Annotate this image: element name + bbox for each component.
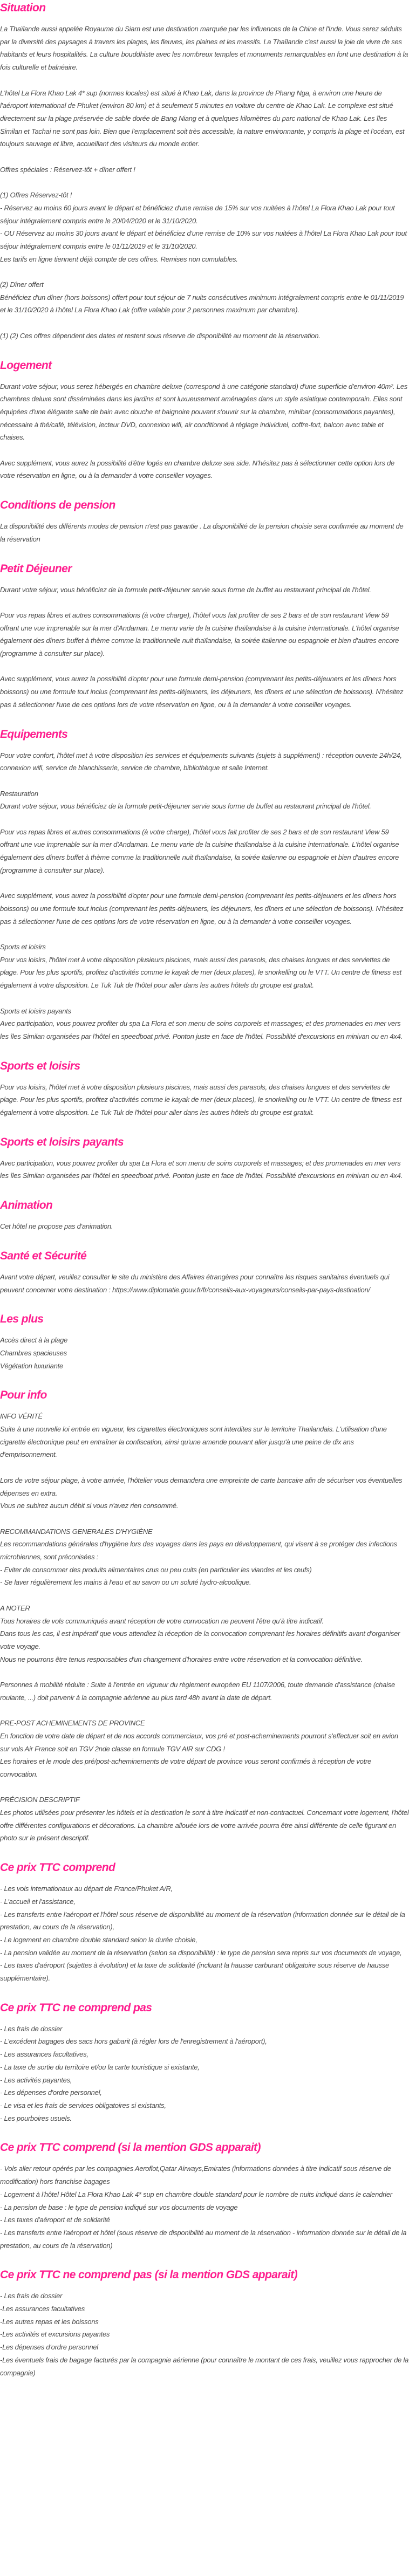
- section-conditions-de-pension: [0, 498, 409, 545]
- text-line: La disponibilité des différents modes de pension n'est pas garantie . La disponibilité de la pension choisie sera confirmée au moment de la réservation: [0, 522, 404, 543]
- text-line: Cet hôtel ne propose pas d'animation.: [0, 1222, 113, 1231]
- text-line: Suite à une nouvelle loi entrée en vigueur, les cigarettes électroniques sont interdites sur le territoire Thaïlandais. L'utilisation d'une cigarette électronique peut en entraîner la confiscation, ainsi qu'une amende pouvant aller jusqu'à une peine de dix ans d'emprisonnement.: [0, 1425, 387, 1459]
- section-heading: Ce prix TTC ne comprend pas (si la mention GDS apparait): [0, 2269, 298, 2282]
- section-heading: Conditions de pension: [0, 499, 115, 512]
- text-line: Avant votre départ, veuillez consulter le site du ministère des Affaires étrangères pour connaître les risques sanitaires éventuels qui peuvent concerner votre destination : https://www.diplomatie.gouv.fr/fr/conseils-aux-voyageurs/conseils-par-pays-destination/: [0, 1272, 390, 1294]
- text-line: -Les éventuels frais de bagage facturés par la compagnie aérienne (pour connaître le montant de ces frais, veuillez vous rapprocher de la compagnie): [0, 2355, 409, 2377]
- text-line: - Les frais de dossier: [0, 2292, 63, 2300]
- text-line: (1) Offres Réservez-tôt !: [0, 191, 72, 200]
- section-les-plus: [0, 1312, 409, 1372]
- paragraph: [0, 584, 409, 597]
- text-line: - Les taxes d'aéroport (sujettes à évolution) et la taxe de solidarité (incluant la hausse carburant obligatoire sous réserve de hausse supplémentaire).: [0, 1961, 389, 1983]
- text-line: Pour votre confort, l'hôtel met à votre disposition les services et équipements suivants (sujets à supplément) : réception ouverte 24h/24, connexion wifi, service de blanchisserie, service de chambre, bibliothèque et salle Internet.: [0, 751, 402, 772]
- section-heading: Situation: [0, 2, 46, 14]
- section-sante-et-securite: [0, 1249, 409, 1296]
- text-line: Bénéficiez d'un dîner (hors boissons) offert pour tout séjour de 7 nuits consécutives minimum intégralement compris entre le 01/11/2019 et le 31/10/2020 à l'hôtel La Flora Khao Lak (offre valable pour 2 personnes maximum par chambre).: [0, 293, 404, 314]
- text-line: Accès direct à la plage: [0, 1336, 68, 1345]
- text-line: Dans tous les cas, il est impératif que vous attendiez la réception de la convocation comprenant les horaires définitifs avant d'organiser votre voyage.: [0, 1629, 400, 1650]
- text-line: Pour vos repas libres et autres consommations (à votre charge), l'hôtel vous fait profiter de ses 2 bars et de son restaurant View 59 offrant une vue imprenable sur la mer d'Andaman. Le menu varie de la cuisine thaïlandaise à la cuisine internationale. L'hôtel organise également des dîners buffet à thème comme la traditionnelle nuit thaïlandaise, la soirée italienne ou espagnole et bien d'autres encore (programme à consulter sur place).: [0, 611, 399, 658]
- section-ce-prix-ttc-comprend-si-la-mention-gds-apparait: [0, 2141, 409, 2252]
- text-line: - Logement à l'hôtel Hôtel La Flora Khao Lak 4* sup en chambre double standard pour le nombre de nuits indiqué dans le calendrier: [0, 2190, 392, 2198]
- text-line: - Les pourboires usuels.: [0, 2114, 72, 2122]
- text-line: Sports et loisirs: [0, 943, 46, 951]
- paragraph: [0, 749, 409, 775]
- text-line: Durant votre séjour, vous serez hébergés en chambre deluxe (correspond à une catégorie standard) d'une superficie d'environ 40m². Les chambres deluxe sont disséminées dans les jardins et sont luxueusement aménagées dans un style asiatique contemporain. Elles sont équipées d'une élégante salle de bain avec douche et baignoire pouvant s'ouvrir sur la chambre, minibar (consommations payantes), nécessaire à thé/café, télévision, lecteur DVD, connexion wifi, air conditionné à réglage individuel, coffre-fort, balcon avec table et chaises.: [0, 382, 408, 442]
- paragraph: [0, 380, 409, 444]
- section-heading: Logement: [0, 359, 52, 372]
- paragraph: [0, 23, 409, 74]
- text-line: - Les frais de dossier: [0, 2024, 63, 2033]
- text-line: (2) Dîner offert: [0, 280, 44, 289]
- paragraph: [0, 889, 409, 928]
- paragraph: [0, 1602, 409, 1666]
- paragraph: [0, 1271, 409, 1296]
- paragraph: [0, 1220, 409, 1233]
- paragraph: [0, 1005, 409, 1043]
- paragraph: [0, 1525, 409, 1590]
- text-line: - OU Réservez au moins 30 jours avant le départ et bénéficiez d'une remise de 10% sur vos nuitées à l'hôtel La Flora Khao Lak pour tout séjour intégralement compris entre le 01/11/2019 et le 31/10/2020.: [0, 229, 407, 250]
- text-line: - Le logement en chambre double standard selon la durée choisie,: [0, 1935, 197, 1944]
- paragraph: [0, 163, 409, 176]
- section-ce-prix-ttc-ne-comprend-pas-si-la-mention-gds-apparait: [0, 2268, 409, 2379]
- section-situation: [0, 1, 409, 342]
- text-line: - Eviter de consommer des produits alimentaires crus ou peu cuits (en particulier les viandes et les œufs): [0, 1565, 312, 1574]
- text-line: - Les taxes d'aéroport et de solidarité: [0, 2216, 110, 2224]
- text-line: Sports et loisirs payants: [0, 1006, 71, 1015]
- paragraph: [0, 1157, 409, 1182]
- text-line: Restauration: [0, 789, 38, 798]
- text-line: Avec supplément, vous aurez la possibilité d'opter pour une formule demi-pension (comprenant les petits-déjeuners et les dîners hors boissons) ou une formule tout inclus (comprenant les petits-déjeuners, les déjeuners, les dîners et une sélection de boissons). N'hésitez pas à sélectionner l'une de ces options lors de votre réservation en ligne, ou à la demander à votre conseiller voyages.: [0, 892, 404, 926]
- section-ce-prix-ttc-comprend: [0, 1861, 409, 1985]
- section-sports-et-loisirs-payants: [0, 1135, 409, 1182]
- text-line: Végétation luxuriante: [0, 1361, 63, 1370]
- text-line: Les horaires et le mode des pré/post-acheminements de votre départ de province vous seront confirmés à réception de votre convocation.: [0, 1757, 372, 1778]
- text-line: - La taxe de sortie du territoire et/ou la carte touristique si existante,: [0, 2063, 200, 2071]
- section-logement: [0, 359, 409, 483]
- text-line: (1) (2) Ces offres dépendent des dates et restent sous réserve de disponibilité au moment de la réservation.: [0, 331, 321, 340]
- section-heading: Petit Déjeuner: [0, 562, 72, 575]
- text-line: A NOTER: [0, 1604, 30, 1612]
- paragraph: [0, 520, 409, 545]
- paragraph: [0, 609, 409, 660]
- section-heading: Equipements: [0, 728, 68, 741]
- text-line: - L'accueil et l'assistance,: [0, 1897, 76, 1906]
- paragraph: [0, 826, 409, 877]
- text-line: - La pension de base : le type de pension indiqué sur vos documents de voyage: [0, 2203, 238, 2211]
- text-line: Avec participation, vous pourrez profiter du spa La Flora et son menu de soins corporels et massages; et des promenades en mer vers les îles Similan organisées par l'hôtel en speedboat privé. Ponton juste en face de l'hôtel. Possibilité d'excursions en minivan ou en 4x4.: [0, 1019, 403, 1040]
- text-line: - Les vols internationaux au départ de France/Phuket A/R,: [0, 1885, 173, 1893]
- paragraph: [0, 1410, 409, 1461]
- text-line: En fonction de votre date de départ et de nos accords commerciaux, vos pré et post-acheminements pourront s'effectuer soit en avion sur vols Air France soit en TGV 2nde classe en formule TGV AIR sur CDG !: [0, 1731, 398, 1753]
- text-line: RECOMMANDATIONS GENERALES D'HYGIÈNE: [0, 1527, 153, 1536]
- text-line: - Les dépenses d'ordre personnel,: [0, 2088, 102, 2097]
- text-line: Lors de votre séjour plage, à votre arrivée, l'hôtelier vous demandera une empreinte de carte bancaire afin de sécuriser vos éventuelles dépenses en extra.: [0, 1476, 403, 1497]
- text-line: Durant votre séjour, vous bénéficiez de la formule petit-déjeuner servie sous forme de buffet au restaurant principal de l'hôtel.: [0, 585, 371, 594]
- text-line: - L'excédent bagages des sacs hors gabarit (à régler lors de l'enregistrement à l'aéroport),: [0, 2037, 267, 2046]
- text-line: Avec supplément, vous aurez la possibilité d'être logés en chambre deluxe sea side. N'hésitez pas à sélectionner cette option lors de votre réservation en ligne, ou à la demander à votre conseiller voyages.: [0, 458, 394, 480]
- text-line: Personnes à mobilité réduite : Suite à l'entrée en vigueur du règlement européen EU 1107/2006, toute demande d'assistance (chaise roulante, ...) doit parvenir à la compagnie aérienne au plus tard 48h avant la date de départ.: [0, 1681, 396, 1702]
- text-line: Durant votre séjour, vous bénéficiez de la formule petit-déjeuner servie sous forme de buffet au restaurant principal de l'hôtel.: [0, 802, 371, 811]
- section-sports-et-loisirs: [0, 1059, 409, 1119]
- paragraph: [0, 1474, 409, 1512]
- paragraph: [0, 941, 409, 992]
- text-line: Tous horaires de vols communiqués avant réception de votre convocation ne peuvent l'être qu'à titre indicatif.: [0, 1616, 324, 1625]
- text-line: La Thaïlande aussi appelée Royaume du Siam est une destination marquée par les influences de la Chine et l'Inde. Vous serez séduits par la diversité des paysages à travers les plages, les fleuves, les plaines et les massifs. La Thaïlande c'est aussi la joie de vivre de ses habitants et leurs hospitalités. La culture bouddhiste avec les nombreux temples et monuments remarquables en font une destination à la fois culturelle et balnéaire.: [0, 25, 408, 72]
- paragraph: [0, 2290, 409, 2379]
- text-line: - Les activités payantes,: [0, 2075, 72, 2084]
- section-heading: Ce prix TTC comprend: [0, 1861, 115, 1874]
- paragraph: [0, 1717, 409, 1781]
- text-line: - Le visa et les frais de services obligatoires si existants,: [0, 2101, 166, 2109]
- paragraph: [0, 1793, 409, 1845]
- text-line: - Les transferts entre l'aéroport et l'hôtel sous réserve de disponibilité au moment de la réservation (information donnée sur le détail de la prestation, au cours de la réservation),: [0, 1910, 405, 1931]
- text-line: - Réservez au moins 60 jours avant le départ et bénéficiez d'une remise de 15% sur vos nuitées à l'hôtel La Flora Khao Lak pour tout séjour intégralement compris entre le 20/04/2020 et le 31/10/2020.: [0, 203, 395, 225]
- paragraph: [0, 189, 409, 265]
- paragraph: [0, 2023, 409, 2125]
- text-line: Pour vos loisirs, l'hôtel met à votre disposition plusieurs piscines, mais aussi des parasols, des chaises longues et des serviettes de plage. Pour les plus sportifs, profitez d'activités comme le kayak de mer (deux places), le snorkelling ou le VTT. Un centre de fitness est également à votre disposition. Le Tuk Tuk de l'hôtel pour aller dans les autres hôtels du groupe est gratuit.: [0, 1083, 401, 1117]
- text-line: INFO VÉRITÉ: [0, 1412, 43, 1421]
- section-equipements: [0, 728, 409, 1043]
- section-heading: Santé et Sécurité: [0, 1249, 87, 1262]
- text-line: PRE-POST ACHEMINEMENTS DE PROVINCE: [0, 1719, 145, 1728]
- section-heading: Les plus: [0, 1313, 44, 1326]
- paragraph: [0, 1081, 409, 1119]
- section-pour-info: [0, 1388, 409, 1845]
- text-line: - La pension validée au moment de la réservation (selon sa disponibilité) : le type de pension sera repris sur vos documents de voyage,: [0, 1948, 402, 1957]
- text-line: Chambres spacieuses: [0, 1348, 67, 1357]
- text-line: - Se laver régulièrement les mains à l'eau et au savon ou un soluté hydro-alcoolique.: [0, 1578, 251, 1587]
- paragraph: [0, 330, 409, 342]
- section-heading: Ce prix TTC ne comprend pas: [0, 2001, 152, 2014]
- text-line: Les recommandations générales d'hygiène lors des voyages dans les pays en développement, qui visent à se protéger des infections microbiennes, sont préconisées :: [0, 1540, 397, 1561]
- section-animation: [0, 1198, 409, 1233]
- hotel-description-document: [0, 1, 409, 2379]
- text-line: -Les dépenses d'ordre personnel: [0, 2343, 98, 2352]
- paragraph: [0, 1334, 409, 1372]
- text-line: Avec participation, vous pourrez profiter du spa La Flora et son menu de soins corporels et massages; et des promenades en mer vers les îles Similan organisées par l'hôtel en speedboat privé. Ponton juste en face de l'hôtel. Possibilité d'excursions en minivan ou en 4x4.: [0, 1159, 403, 1180]
- paragraph: [0, 457, 409, 482]
- section-heading: Sports et loisirs payants: [0, 1135, 124, 1148]
- text-line: - Les transferts entre l'aéroport et hôtel (sous réserve de disponibilité au moment de la réservation - information donnée sur le détail de la prestation, au cours de la réservation): [0, 2228, 407, 2250]
- text-line: Pour vos repas libres et autres consommations (à votre charge), l'hôtel vous fait profiter de ses 2 bars et de son restaurant View 59 offrant une vue imprenable sur la mer d'Andaman. Le menu varie de la cuisine thaïlandaise à la cuisine internationale. L'hôtel organise également des dîners buffet à thème comme la traditionnelle nuit thaïlandaise, la soirée italienne ou espagnole et bien d'autres encore (programme à consulter sur place).: [0, 827, 399, 874]
- text-line: Avec supplément, vous aurez la possibilité d'opter pour une formule demi-pension (comprenant les petits-déjeuners et les dîners hors boissons) ou une formule tout inclus (comprenant les petits-déjeuners, les déjeuners, les dîners et une sélection de boissons). N'hésitez pas à sélectionner l'une de ces options lors de votre réservation en ligne, ou à la demander à votre conseiller voyages.: [0, 675, 404, 709]
- paragraph: [0, 1678, 409, 1704]
- paragraph: [0, 673, 409, 711]
- text-line: Pour vos loisirs, l'hôtel met à votre disposition plusieurs piscines, mais aussi des parasols, des chaises longues et des serviettes de plage. Pour les plus sportifs, profitez d'activités comme le kayak de mer (deux places), le snorkelling ou le VTT. Un centre de fitness est également à votre disposition. Le Tuk Tuk de l'hôtel pour aller dans les autres hôtels du groupe est gratuit.: [0, 955, 401, 990]
- paragraph: [0, 787, 409, 813]
- text-line: - Vols aller retour opérés par les compagnies Aeroflot,Qatar Airways,Emirates (informations données à titre indicatif sous réserve de modification) hors franchise bagages: [0, 2164, 391, 2186]
- text-line: Vous ne subirez aucun débit si vous n'avez rien consommé.: [0, 1502, 179, 1510]
- text-line: Les photos utilisées pour présenter les hôtels et la destination le sont à titre indicatif et non-contractuel. Concernant votre logement, l'hôtel offre différentes configurations et décorations. La chambre allouée lors de votre arrivée pourra être ainsi différente de celle figurant en photo sur le présent descriptif.: [0, 1808, 409, 1842]
- text-line: PRÉCISION DESCRIPTIF: [0, 1796, 80, 1804]
- section-heading: Sports et loisirs: [0, 1059, 80, 1072]
- text-line: - Les assurances facultatives,: [0, 2050, 88, 2059]
- text-line: Nous ne pourrons être tenus responsables d'un changement d'horaires entre votre réservation et la convocation définitive.: [0, 1655, 363, 1663]
- section-heading: Ce prix TTC comprend (si la mention GDS apparait): [0, 2141, 261, 2154]
- section-petit-dejeuner: [0, 562, 409, 711]
- paragraph: [0, 278, 409, 317]
- text-line: Offres spéciales : Réservez-tôt + dîner offert !: [0, 165, 135, 174]
- section-heading: Animation: [0, 1199, 53, 1212]
- text-line: -Les assurances facultatives: [0, 2305, 85, 2313]
- text-line: Les tarifs en ligne tiennent déjà compte de ces offres. Remises non cumulables.: [0, 255, 238, 263]
- section-heading: Pour info: [0, 1389, 47, 1402]
- paragraph: [0, 1882, 409, 1985]
- paragraph: [0, 87, 409, 151]
- section-ce-prix-ttc-ne-comprend-pas: [0, 2001, 409, 2125]
- paragraph: [0, 2162, 409, 2252]
- text-line: L'hôtel La Flora Khao Lak 4* sup (normes locales) est situé à Khao Lak, dans la province de Phang Nga, à environ une heure de l'aéroport international de Phuket (environ 80 km) et à seulement 5 minutes en voiture du centre de Khao Lak. Le complexe est situé directement sur la plage préservée de sable dorée de Bang Niang et à quelques kilomètres du parc national de Khao Lak. Les îles Similan et Tachai ne sont pas loin. Bien que l'emplacement soit très accessible, la nature environnante, y compris la plage et l'océan, est toujours sauvage et libre, accueillant des visiteurs du monde entier.: [0, 88, 405, 148]
- text-line: -Les activités et excursions payantes: [0, 2330, 110, 2339]
- text-line: -Les autres repas et les boissons: [0, 2317, 99, 2326]
